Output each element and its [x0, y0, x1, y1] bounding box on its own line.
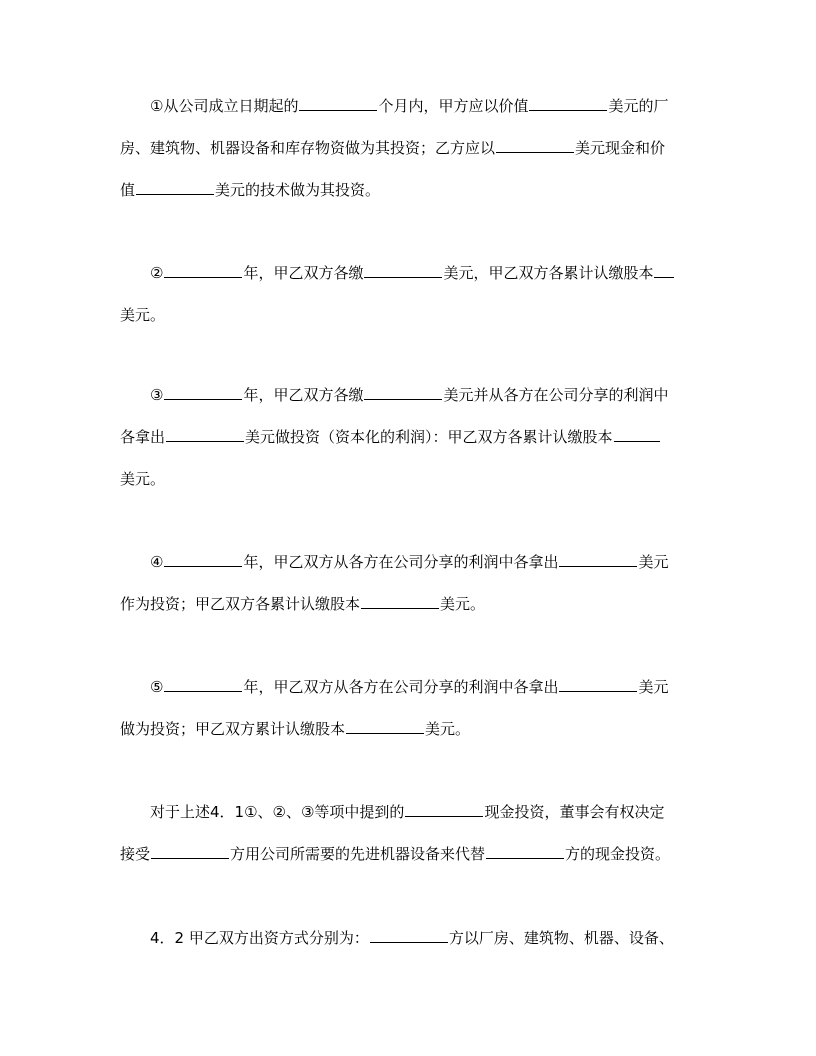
blank-field — [164, 262, 242, 278]
text-segment: 美元。 — [120, 306, 166, 324]
blank-field — [346, 718, 424, 734]
text-segment: 美元。 — [120, 470, 166, 488]
paragraph-2 — [120, 262, 700, 326]
text-line — [120, 593, 700, 615]
blank-field — [654, 262, 674, 278]
blank-field — [614, 426, 660, 442]
paragraph-4 — [120, 551, 700, 615]
blank-field — [364, 262, 442, 278]
text-segment: 4．2 甲乙双方出资方式分别为： — [150, 929, 369, 947]
text-line — [120, 718, 700, 740]
text-line — [120, 676, 700, 698]
text-segment: 作为投资；甲乙双方各累计认缴股本 — [120, 595, 361, 613]
text-segment: 年，甲乙双方各缴 — [243, 264, 364, 282]
text-segment: 美元。 — [425, 720, 471, 738]
blank-field — [405, 801, 483, 817]
text-segment: 现金投资，董事会有权决定 — [484, 803, 665, 821]
text-segment: 个月内，甲方应以价值 — [378, 97, 529, 115]
text-segment: 美元现金和价 — [575, 139, 666, 157]
text-segment: 值 — [120, 181, 136, 199]
text-segment: 接受 — [120, 845, 151, 863]
text-segment: 年，甲乙双方从各方在公司分享的利润中各拿出 — [243, 553, 559, 571]
text-line — [120, 843, 700, 865]
text-segment: 美元 — [638, 678, 669, 696]
text-line — [120, 551, 700, 573]
text-segment: ③ — [150, 386, 164, 404]
text-line — [120, 426, 700, 448]
text-segment: 年，甲乙双方从各方在公司分享的利润中各拿出 — [243, 678, 559, 696]
text-segment: 美元的厂 — [608, 97, 669, 115]
text-line — [120, 262, 700, 284]
text-segment: ② — [150, 264, 164, 282]
text-line — [120, 801, 700, 823]
blank-field — [136, 179, 214, 195]
blank-field — [164, 384, 242, 400]
blank-field — [559, 676, 637, 692]
text-line — [120, 137, 700, 159]
blank-field — [361, 593, 439, 609]
paragraph-7 — [120, 927, 700, 949]
text-line — [120, 927, 700, 949]
text-segment: 房、建筑物、机器设备和库存物资做为其投资；乙方应以 — [120, 139, 496, 157]
blank-field — [299, 95, 377, 111]
text-segment: 美元，甲乙双方各累计认缴股本 — [443, 264, 654, 282]
blank-field — [370, 927, 448, 943]
text-line — [120, 468, 700, 490]
text-segment: 年，甲乙双方各缴 — [243, 386, 364, 404]
text-line — [120, 304, 700, 326]
paragraph-5 — [120, 676, 700, 740]
paragraph-3 — [120, 384, 700, 490]
text-segment: 美元并从各方在公司分享的利润中 — [443, 386, 669, 404]
text-segment: 对于上述4．1①、②、③等项中提到的 — [150, 803, 405, 821]
text-line — [120, 95, 700, 117]
blank-field — [151, 843, 229, 859]
text-segment: 方以厂房、建筑物、机器、设备、 — [448, 929, 674, 947]
text-segment: ⑤ — [150, 678, 164, 696]
blank-field — [559, 551, 637, 567]
text-segment: 美元。 — [440, 595, 486, 613]
text-segment: 美元做投资（资本化的利润）：甲乙双方各累计认缴股本 — [245, 428, 613, 446]
blank-field — [496, 137, 574, 153]
paragraph-6 — [120, 801, 700, 865]
text-segment: 美元 — [638, 553, 669, 571]
text-segment: 方的现金投资。 — [565, 845, 671, 863]
blank-field — [164, 676, 242, 692]
blank-field — [164, 551, 242, 567]
text-line — [120, 384, 700, 406]
text-segment: 做为投资；甲乙双方累计认缴股本 — [120, 720, 346, 738]
text-segment: ④ — [150, 553, 164, 571]
text-segment: ①从公司成立日期起的 — [150, 97, 299, 115]
text-line — [120, 179, 700, 201]
text-segment: 各拿出 — [120, 428, 166, 446]
blank-field — [486, 843, 564, 859]
blank-field — [166, 426, 244, 442]
blank-field — [364, 384, 442, 400]
text-segment: 美元的技术做为其投资。 — [215, 181, 381, 199]
blank-field — [529, 95, 607, 111]
text-segment: 方用公司所需要的先进机器设备来代替 — [230, 845, 486, 863]
paragraph-1 — [120, 95, 700, 201]
